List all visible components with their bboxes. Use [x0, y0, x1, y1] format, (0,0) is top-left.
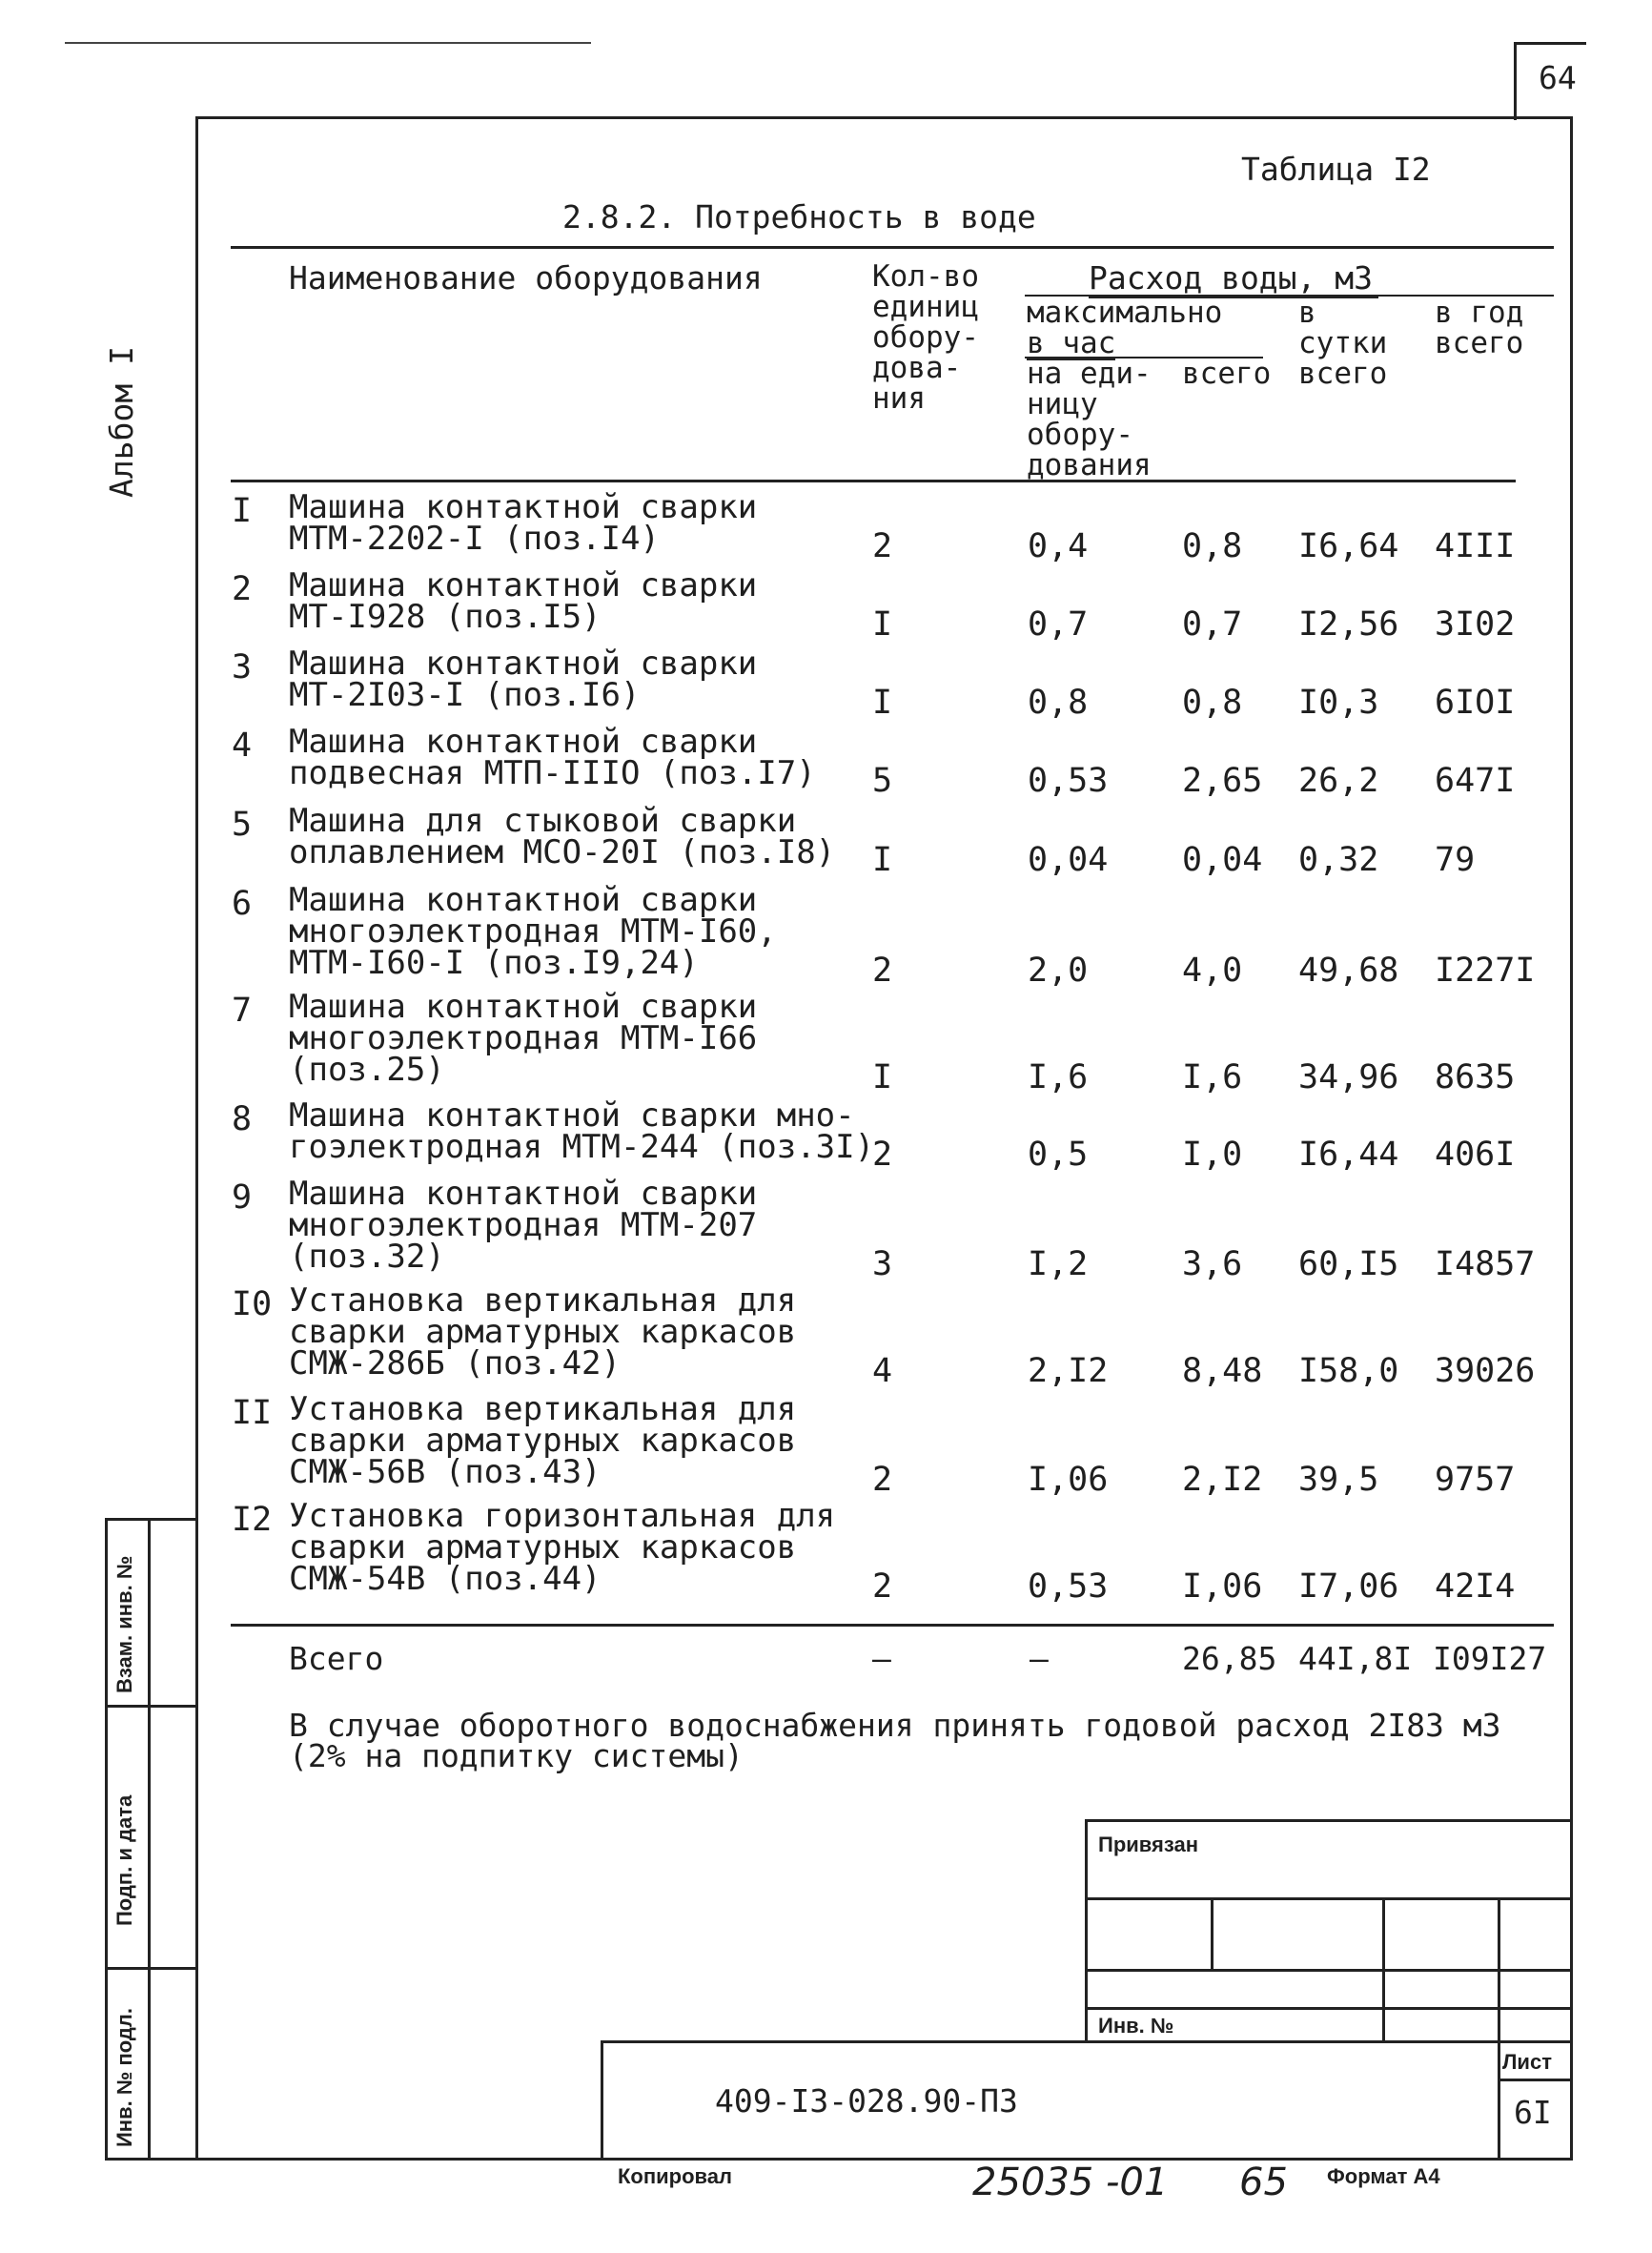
- header-name: Наименование оборудования: [289, 259, 763, 297]
- total-day: 44I,8I: [1298, 1640, 1413, 1677]
- per-year-cell: 4III: [1435, 527, 1516, 565]
- row-number: 8: [232, 1100, 253, 1138]
- header-per-year: в год всего: [1435, 296, 1524, 360]
- per-unit-cell: 0,4: [1028, 527, 1089, 565]
- qty-cell: I: [872, 605, 893, 644]
- total-hour-cell: I,0: [1182, 1136, 1243, 1174]
- frame-right: [1570, 116, 1573, 2160]
- qty-cell: 2: [872, 1136, 893, 1174]
- sheet-label-rule: [1498, 2079, 1570, 2081]
- per-unit-cell: 0,8: [1028, 684, 1089, 722]
- header-per-unit: на еди- ницу обору- дования: [1027, 357, 1152, 482]
- equipment-name-line: Машина для стыковой сварки: [289, 802, 797, 840]
- header-per-hour: в час: [1027, 326, 1116, 360]
- per-unit-cell: 0,5: [1028, 1136, 1089, 1174]
- qty-cell: 2: [872, 1567, 893, 1606]
- equipment-name-line: МТМ-I60-I (поз.I9,24): [289, 944, 699, 982]
- per-unit-cell: 0,53: [1028, 762, 1109, 800]
- equipment-name-line: (поз.25): [289, 1051, 445, 1089]
- side-stamp-mid: [148, 1518, 151, 2158]
- stamp-col-2: [1382, 1897, 1385, 2040]
- row-number: 4: [232, 727, 253, 765]
- row-number: 5: [232, 806, 253, 844]
- equipment-name-line: СМЖ-54В (поз.44): [289, 1560, 602, 1598]
- per-unit-cell: 0,7: [1028, 605, 1089, 644]
- side-stamp-div-2: [105, 1967, 196, 1970]
- per-year-cell: 9757: [1435, 1461, 1516, 1499]
- per-unit-cell: I,6: [1028, 1058, 1089, 1096]
- qty-cell: I: [872, 1058, 893, 1096]
- per-year-cell: I227I: [1435, 952, 1536, 990]
- document-code: 409-I3-028.90-ПЗ: [715, 2082, 1018, 2120]
- equipment-name-line: Машина контактной сварки: [289, 1175, 758, 1213]
- total-hour-cell: I,6: [1182, 1058, 1243, 1096]
- qty-cell: 3: [872, 1245, 893, 1283]
- equipment-name-line: Машина контактной сварки: [289, 488, 758, 526]
- equipment-name-line: оплавлением МСО-20I (поз.I8): [289, 833, 836, 871]
- per-year-cell: 406I: [1435, 1136, 1516, 1174]
- header-qty: Кол-во единиц обору- дова- ния: [872, 259, 979, 416]
- total-hour-cell: 4,0: [1182, 952, 1243, 990]
- equipment-name-line: Установка вертикальная для: [289, 1390, 797, 1428]
- total-hour-cell: I,06: [1182, 1567, 1263, 1606]
- per-year-cell: I4857: [1435, 1245, 1536, 1283]
- per-day-cell: 60,I5: [1298, 1245, 1399, 1283]
- side-stamp-left: [105, 1518, 108, 2158]
- corner-box-top: [1514, 42, 1586, 45]
- row-number: I2: [232, 1501, 273, 1539]
- per-year-cell: 79: [1435, 841, 1476, 879]
- note-line-2: (2% на подпитку системы): [289, 1737, 744, 1774]
- equipment-name-line: (поз.32): [289, 1238, 445, 1276]
- stamp-attached: Привязан: [1098, 1833, 1199, 1856]
- per-day-cell: 0,32: [1298, 841, 1379, 879]
- per-day-cell: I7,06: [1298, 1567, 1399, 1606]
- qty-cell: I: [872, 841, 893, 879]
- equipment-name-line: подвесная МТП-IIIO (поз.I7): [289, 754, 816, 792]
- equipment-name-line: МТ-I928 (поз.I5): [289, 598, 602, 636]
- side-stamp-replace-inv: Взам. инв. №: [112, 1555, 136, 1693]
- row-number: 2: [232, 570, 253, 608]
- equipment-name-line: сварки арматурных каркасов: [289, 1313, 797, 1351]
- equipment-name-line: МТ-2I03-I (поз.I6): [289, 676, 641, 714]
- row-number: 3: [232, 648, 253, 686]
- equipment-name-line: Машина контактной сварки: [289, 566, 758, 604]
- sheet-number: 6I: [1514, 2094, 1552, 2131]
- header-max: максимально: [1027, 296, 1223, 330]
- equipment-name-line: МТМ-2202-I (поз.I4): [289, 520, 660, 558]
- per-unit-cell: 0,53: [1028, 1567, 1109, 1606]
- album-label: Альбом I: [103, 346, 140, 498]
- per-year-cell: 8635: [1435, 1058, 1516, 1096]
- header-water: Расход воды, м3: [1089, 259, 1378, 298]
- equipment-name-line: Машина контактной сварки: [289, 645, 758, 683]
- row-number: 6: [232, 885, 253, 923]
- equipment-name-line: СМЖ-286Б (поз.42): [289, 1344, 621, 1383]
- per-day-cell: I2,56: [1298, 605, 1399, 644]
- row-number: I: [232, 492, 253, 530]
- total-hour: 26,85: [1182, 1640, 1277, 1677]
- equipment-name-line: многоэлектродная МТМ-I60,: [289, 912, 777, 951]
- per-year-cell: 39026: [1435, 1352, 1536, 1390]
- total-hour-cell: 0,8: [1182, 684, 1243, 722]
- per-day-cell: I6,44: [1298, 1136, 1399, 1174]
- header-total-hour: всего: [1182, 357, 1272, 391]
- per-unit-cell: I,2: [1028, 1245, 1089, 1283]
- row-number: 7: [232, 992, 253, 1030]
- row-number: 9: [232, 1178, 253, 1217]
- footer-handwritten-number: 25035 -01: [972, 2161, 1169, 2204]
- equipment-name-line: Машина контактной сварки мно-: [289, 1096, 855, 1135]
- section-title: 2.8.2. Потребность в воде: [562, 198, 1036, 236]
- frame-left: [195, 116, 198, 2160]
- equipment-name-line: многоэлектродная МТМ-I66: [289, 1019, 758, 1057]
- per-day-cell: I6,64: [1298, 527, 1399, 565]
- equipment-name-line: Установка горизонтальная для: [289, 1497, 836, 1535]
- side-stamp-orig-inv: Инв. № подл.: [112, 2008, 136, 2147]
- corner-box-left: [1514, 42, 1517, 120]
- per-unit-cell: I,06: [1028, 1461, 1109, 1499]
- row-number: II: [232, 1394, 273, 1432]
- page-corner-number: 64: [1539, 59, 1577, 96]
- total-unit: –: [1030, 1640, 1049, 1677]
- stamp-top: [1085, 1819, 1573, 1822]
- per-year-cell: 42I4: [1435, 1567, 1516, 1606]
- total-hour-cell: 2,65: [1182, 762, 1263, 800]
- note-line-1: В случае оборотного водоснабжения принять годовой расход 2I83 м3: [289, 1707, 1501, 1744]
- table-header-top-rule: [231, 246, 1554, 249]
- equipment-name-line: Машина контактной сварки: [289, 881, 758, 919]
- equipment-name-line: СМЖ-56В (поз.43): [289, 1453, 602, 1491]
- total-rule: [231, 1624, 1554, 1627]
- equipment-name-line: Установка вертикальная для: [289, 1281, 797, 1320]
- equipment-name-line: Машина контактной сварки: [289, 988, 758, 1026]
- equipment-name-line: сварки арматурных каркасов: [289, 1422, 797, 1460]
- per-day-cell: I0,3: [1298, 684, 1379, 722]
- header-per-day: в сутки всего: [1298, 296, 1388, 391]
- footer-page-number: 65: [1239, 2161, 1288, 2204]
- per-day-cell: 34,96: [1298, 1058, 1399, 1096]
- frame-top: [195, 116, 1570, 119]
- per-year-cell: 6IOI: [1435, 684, 1516, 722]
- table-header-bottom-rule: [231, 480, 1516, 482]
- per-day-cell: 26,2: [1298, 762, 1379, 800]
- qty-cell: 2: [872, 952, 893, 990]
- equipment-name-line: многоэлектродная МТМ-207: [289, 1206, 758, 1244]
- per-unit-cell: 0,04: [1028, 841, 1109, 879]
- stamp-col-3: [1498, 1897, 1500, 2158]
- sheet-label: Лист: [1502, 2050, 1552, 2074]
- side-stamp-top: [105, 1518, 196, 1521]
- top-edge-line: [65, 42, 591, 44]
- per-day-cell: 49,68: [1298, 952, 1399, 990]
- total-hour-cell: 0,04: [1182, 841, 1263, 879]
- equipment-name-line: гоэлектродная МТМ-244 (поз.3I): [289, 1128, 875, 1166]
- stamp-inv-no: Инв. №: [1098, 2014, 1174, 2038]
- total-hour-cell: 0,7: [1182, 605, 1243, 644]
- total-hour-cell: 3,6: [1182, 1245, 1243, 1283]
- total-hour-cell: 2,I2: [1182, 1461, 1263, 1499]
- per-year-cell: 647I: [1435, 762, 1516, 800]
- qty-cell: 4: [872, 1352, 893, 1390]
- qty-cell: I: [872, 684, 893, 722]
- total-hour-cell: 0,8: [1182, 527, 1243, 565]
- titleblock-left: [601, 2040, 603, 2160]
- qty-cell: 5: [872, 762, 893, 800]
- equipment-name-line: Машина контактной сварки: [289, 723, 758, 761]
- row-number: I0: [232, 1285, 273, 1323]
- side-stamp-sign-date: Подп. и дата: [112, 1794, 136, 1926]
- stamp-col-1: [1211, 1897, 1214, 1969]
- total-hour-cell: 8,48: [1182, 1352, 1263, 1390]
- total-qty: –: [872, 1640, 891, 1677]
- per-unit-cell: 2,0: [1028, 952, 1089, 990]
- frame-bottom: [105, 2158, 1573, 2161]
- per-year-cell: 3I02: [1435, 605, 1516, 644]
- footer-copied: Копировал: [618, 2164, 733, 2188]
- equipment-name-line: сварки арматурных каркасов: [289, 1528, 797, 1567]
- titleblock-top: [601, 2040, 1573, 2043]
- qty-cell: 2: [872, 1461, 893, 1499]
- per-day-cell: 39,5: [1298, 1461, 1379, 1499]
- total-label: Всего: [289, 1640, 384, 1677]
- per-unit-cell: 2,I2: [1028, 1352, 1109, 1390]
- qty-cell: 2: [872, 527, 893, 565]
- total-year: I09I27: [1433, 1640, 1547, 1677]
- per-day-cell: I58,0: [1298, 1352, 1399, 1390]
- footer-format: Формат А4: [1327, 2164, 1440, 2188]
- side-stamp-div-1: [105, 1705, 196, 1708]
- table-label: Таблица I2: [1241, 151, 1431, 188]
